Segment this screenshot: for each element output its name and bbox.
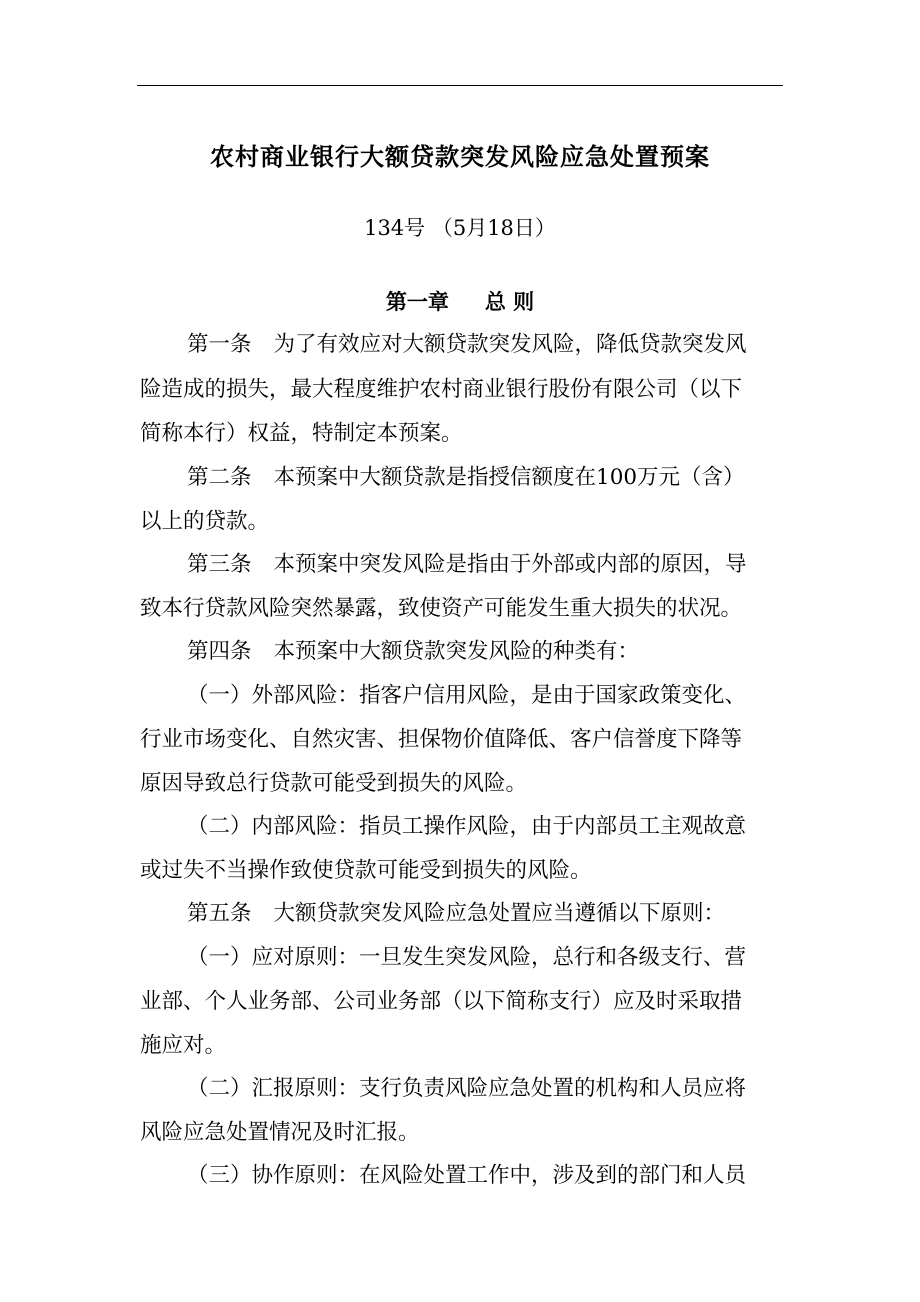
article-5-item-2-line-1: （二）汇报原则：支行负责风险应急处置的机构和人员应将 xyxy=(187,1076,747,1101)
article-5-line-1: 第五条 大额贷款突发风险应急处置应当遵循以下原则： xyxy=(187,901,726,926)
article-1-line-2: 险造成的损失，最大程度维护农村商业银行股份有限公司（以下 xyxy=(140,377,743,402)
article-4-item-2-line-1: （二）内部风险：指员工操作风险，由于内部员工主观故意 xyxy=(187,814,747,839)
article-5-lead: 第五条 xyxy=(187,901,252,926)
article-5-item-1-line-2: 业部、个人业务部、公司业务部（以下简称支行）应及时采取措 xyxy=(140,989,743,1014)
article-4-item-1-line-3: 原因导致总行贷款可能受到损失的风险。 xyxy=(140,771,528,796)
article-4-item-2-line-2: 或过失不当操作致使贷款可能受到损失的风险。 xyxy=(140,858,592,883)
article-1-line-3: 简称本行）权益，特制定本预案。 xyxy=(140,421,463,446)
article-2-lead: 第二条 xyxy=(187,465,252,490)
article-2-line-1: 第二条 本预案中大额贷款是指授信额度在100万元（含） xyxy=(187,465,745,490)
article-5-item-2-line-2: 风险应急处置情况及时汇报。 xyxy=(140,1120,420,1145)
article-4-lead: 第四条 xyxy=(187,639,252,664)
article-3-line-2: 致本行贷款风险突然暴露，致使资产可能发生重大损失的状况。 xyxy=(140,596,743,621)
chapter-name: 总 则 xyxy=(484,289,535,314)
article-5-item-1-line-1: （一）应对原则：一旦发生突发风险，总行和各级支行、营 xyxy=(187,945,747,970)
article-4-item-1-line-1: （一）外部风险：指客户信用风险，是由于国家政策变化、 xyxy=(187,683,747,708)
article-4-item-1-line-2: 行业市场变化、自然灾害、担保物价值降低、客户信誉度下降等 xyxy=(140,727,743,752)
document-title: 农村商业银行大额贷款突发风险应急处置预案 xyxy=(210,142,710,171)
document-number: 134号 （5月18日） xyxy=(364,216,556,240)
chapter-heading xyxy=(0,286,920,318)
article-3-lead: 第三条 xyxy=(187,552,252,577)
chapter-label: 第一章 xyxy=(385,289,449,314)
article-3-line-1: 第三条 本预案中突发风险是指由于外部或内部的原因，导 xyxy=(187,552,747,577)
article-4-line-1: 第四条 本预案中大额贷款突发风险的种类有： xyxy=(187,639,640,664)
article-2-line-2: 以上的贷款。 xyxy=(140,509,270,534)
header-rule xyxy=(137,85,783,86)
article-5-item-3-line-1: （三）协作原则：在风险处置工作中，涉及到的部门和人员 xyxy=(187,1163,747,1188)
article-1-lead: 第一条 xyxy=(187,332,252,357)
article-1-line-1: 第一条 为了有效应对大额贷款突发风险，降低贷款突发风 xyxy=(187,332,747,357)
article-5-item-1-line-3: 施应对。 xyxy=(140,1033,227,1058)
